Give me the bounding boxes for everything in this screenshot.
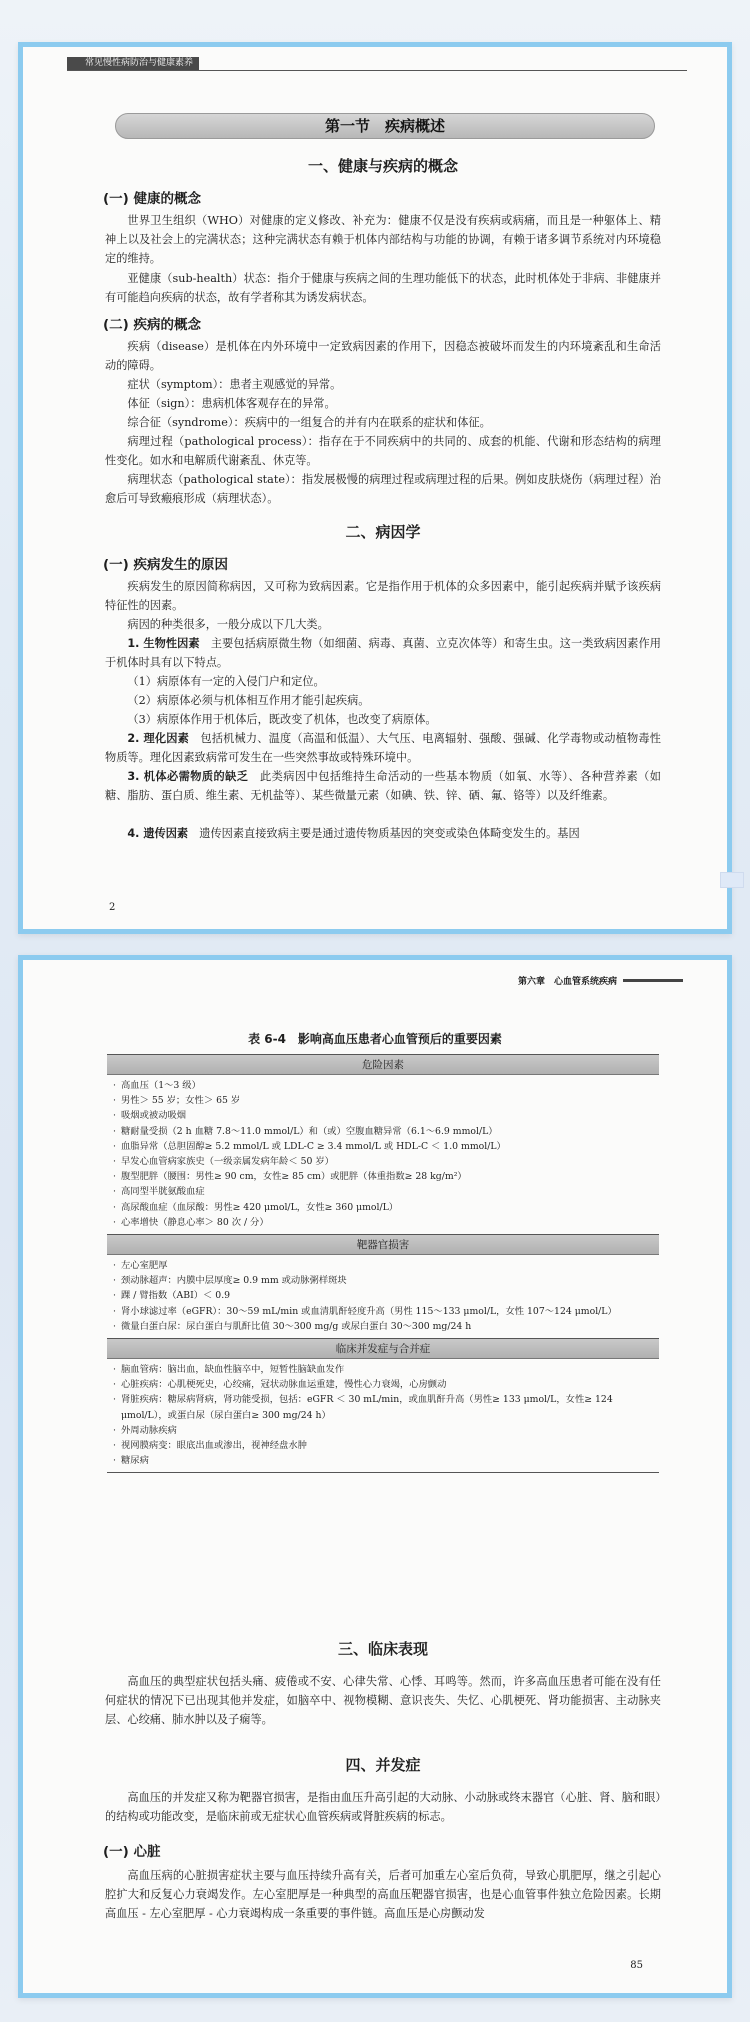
- label-genetic-factors: 4. 遗传因素: [127, 827, 189, 840]
- paragraph-pathological-state: 病理状态（pathological state）：指发展极慢的病理过程或病理过程的后果。例如皮肤烧伤（病理过程）治愈后可导致瘢痕形成（病理状态）。: [105, 473, 661, 505]
- list-item: · 高同型半胱氨酸血症: [113, 1184, 653, 1199]
- paragraph-point-3: （3）病原体作用于机体后，既改变了机体，也改变了病原体。: [127, 713, 437, 726]
- running-header: [67, 57, 687, 71]
- heading-etiology: 二、病因学: [345, 523, 421, 541]
- subheading-disease-causes: (一) 疾病发生的原因: [103, 557, 229, 573]
- running-header-label: 常见慢性病防治与健康素养: [67, 57, 199, 70]
- page-number: 85: [630, 1960, 643, 1971]
- list-item: · 心率增快（静息心率＞ 80 次 / 分）: [113, 1215, 653, 1230]
- paragraph-symptom: 症状（symptom）：患者主观感觉的异常。: [127, 378, 342, 391]
- text-biological-factors: 主要包括病原微生物（如细菌、病毒、真菌、立克次体等）和寄生虫。这一类致病因素作用于机体时具有以下特点。: [105, 637, 661, 669]
- list-item: · 糖尿病: [113, 1453, 653, 1468]
- paragraph-syndrome: 综合征（syndrome）：疾病中的一组复合的并有内在联系的症状和体征。: [127, 416, 491, 429]
- paragraph-target-organ-damage: 高血压的并发症又称为靶器官损害，是指由血压升高引起的大动脉、小动脉或终末器官（心脏、肾、脑和眼）的结构或功能改变，是临床前或无症状心血管疾病或肾脏疾病的标志。: [105, 1791, 661, 1823]
- paragraph-heart-damage: 高血压病的心脏损害症状主要与血压持续升高有关，后者可加重左心室后负荷，导致心肌肥厚，继之引起心腔扩大和反复心力衰竭发作。左心室肥厚是一种典型的高血压靶器官损害，也是心血管事件独立危险因素。长期高血压 - 左心室肥厚 - 心力衰竭构成一条重要的事件链。高血压是心房颤动发: [105, 1869, 661, 1920]
- list-item: · 糖耐量受损（2 h 血糖 7.8～11.0 mmol/L）和（或）空腹血糖异常（6.1～6.9 mmol/L）: [113, 1124, 653, 1139]
- list-item: · 血脂异常（总胆固醇≥ 5.2 mmol/L 或 LDL-C ≥ 3.4 mmol/L 或 HDL-C ＜ 1.0 mmol/L）: [113, 1139, 653, 1154]
- label-physicochemical-factors: 2. 理化因素: [127, 732, 190, 745]
- table-title: 表 6-4 影响高血压患者心血管预后的重要因素: [248, 1032, 502, 1046]
- paragraph-cause-types: 病因的种类很多，一般分成以下几大类。: [127, 618, 329, 631]
- paragraph-biological-factors: [105, 634, 661, 672]
- label-nutrient-deficiency: 3. 机体必需物质的缺乏: [127, 770, 249, 783]
- target-organ-damage-list: [107, 1255, 659, 1338]
- heading-health-disease-concepts: 一、健康与疾病的概念: [307, 157, 458, 175]
- paragraph-sign: 体征（sign）：患病机体客观存在的异常。: [127, 397, 336, 410]
- paragraph-genetic-factors: [105, 824, 661, 843]
- subheading-heart: (一) 心脏: [103, 1844, 161, 1860]
- list-item: · 视网膜病变：眼底出血或渗出，视神经盘水肿: [113, 1438, 653, 1453]
- subheading-health-concept: (一) 健康的概念: [103, 191, 202, 207]
- risk-factor-list: [107, 1075, 659, 1234]
- paragraph-sub-health: 亚健康（sub-health）状态：指介于健康与疾病之间的生理功能低下的状态，此时机体处于非病、非健康并有可能趋向疾病的状态，故有学者称其为诱发病状态。: [105, 272, 661, 304]
- chapter-header: [518, 974, 683, 987]
- page-number: 2: [109, 902, 116, 913]
- table-group-header-complications: 临床并发症与合并症: [107, 1338, 659, 1359]
- paragraph-pathological-process: 病理过程（pathological process）：指存在于不同疾病中的共同的、成套的机能、代谢和形态结构的病理性变化。如水和电解质代谢紊乱、休克等。: [105, 435, 661, 467]
- paragraph-physicochemical-factors: [105, 729, 661, 767]
- textbook-page-bottom: [18, 955, 732, 1998]
- paragraph-point-1: （1）病原体有一定的入侵门户和定位。: [127, 675, 325, 688]
- list-item: · 吸烟或被动吸烟: [113, 1108, 653, 1123]
- list-item: · 心脏疾病：心肌梗死史，心绞痛，冠状动脉血运重建，慢性心力衰竭，心房颤动: [113, 1377, 653, 1392]
- complications-list: [107, 1359, 659, 1473]
- paragraph-nutrient-deficiency: [105, 767, 661, 805]
- label-biological-factors: 1. 生物性因素: [127, 637, 200, 650]
- section-title: 第一节 疾病概述: [115, 113, 655, 139]
- list-item: · 踝 / 臂指数（ABI）＜ 0.9: [113, 1288, 653, 1303]
- text-physicochemical-factors: 包括机械力、温度（高温和低温）、大气压、电离辐射、强酸、强碱、化学毒物或动植物毒性物质等。理化因素致病常可发生在一些突然事故或特殊环境中。: [105, 732, 661, 764]
- subheading-disease-concept: (二) 疾病的概念: [103, 317, 202, 333]
- heading-clinical-manifestations: 三、临床表现: [337, 1640, 428, 1658]
- list-item: · 高尿酸血症（血尿酸：男性≥ 420 μmol/L，女性≥ 360 μmol/L）: [113, 1200, 653, 1215]
- table-group-header-target-organ-damage: 靶器官损害: [107, 1234, 659, 1255]
- list-item: · 颈动脉超声：内膜中层厚度≥ 0.9 mm 或动脉粥样斑块: [113, 1273, 653, 1288]
- list-item: · 腹型肥胖（腰围：男性≥ 90 cm，女性≥ 85 cm）或肥胖（体重指数≥ 28 kg/m²）: [113, 1169, 653, 1184]
- chapter-header-label: 第六章 心血管系统疾病: [517, 977, 617, 987]
- page-side-tab: [720, 872, 744, 888]
- list-item: · 男性＞ 55 岁；女性＞ 65 岁: [113, 1093, 653, 1108]
- table-group-header-risk-factors: 危险因素: [107, 1054, 659, 1075]
- text-nutrient-deficiency: 此类病因中包括维持生命活动的一些基本物质（如氧、水等）、各种营养素（如糖、脂肪、蛋白质、维生素、无机盐等）、某些微量元素（如碘、铁、锌、硒、氟、铬等）以及纤维素。: [105, 770, 661, 802]
- list-item: · 脑血管病：脑出血，缺血性脑卒中，短暂性脑缺血发作: [113, 1362, 653, 1377]
- list-item: · 外周动脉疾病: [113, 1423, 653, 1438]
- paragraph-disease-definition: 疾病（disease）是机体在内外环境中一定致病因素的作用下，因稳态被破坏而发生的内环境紊乱和生命活动的障碍。: [105, 340, 661, 372]
- chapter-header-bar: [623, 979, 683, 982]
- list-item: · 早发心血管病家族史（一级亲属发病年龄＜ 50 岁）: [113, 1154, 653, 1169]
- paragraph-symptoms: 高血压的典型症状包括头痛、疲倦或不安、心律失常、心悸、耳鸣等。然而，许多高血压患者可能在没有任何症状的情况下已出现其他并发症，如脑卒中、视物模糊、意识丧失、失忆、心肌梗死、肾功能损害、主动脉夹层、心绞痛、肺水肿以及子痫等。: [105, 1675, 661, 1726]
- paragraph-point-2: （2）病原体必须与机体相互作用才能引起疾病。: [127, 694, 370, 707]
- text-genetic-factors: 遗传因素直接致病主要是通过遗传物质基因的突变或染色体畸变发生的。基因: [188, 827, 580, 840]
- list-item: · 微量白蛋白尿：尿白蛋白与肌酐比值 30～300 mg/g 或尿白蛋白 30～300 mg/24 h: [113, 1319, 653, 1334]
- list-item: · 左心室肥厚: [113, 1258, 653, 1273]
- textbook-page-top: [18, 42, 732, 934]
- paragraph-who-definition: 世界卫生组织（WHO）对健康的定义修改、补充为：健康不仅是没有疾病或病痛，而且是一种躯体上、精神上以及社会上的完满状态；这种完满状态有赖于机体内部结构与功能的协调，有赖于诸多调节系统对内环境稳定的维持。: [105, 214, 661, 265]
- list-item: · 高血压（1～3 级）: [113, 1078, 653, 1093]
- list-item: · 肾脏疾病：糖尿病肾病，肾功能受损，包括：eGFR ＜ 30 mL/min，或血肌酐升高（男性≥ 133 μmol/L，女性≥ 124 μmol/L），或蛋白尿（尿白蛋白≥ 300 mg/24 h）: [113, 1392, 653, 1422]
- heading-complications: 四、并发症: [345, 1756, 421, 1774]
- list-item: · 肾小球滤过率（eGFR）：30～59 mL/min 或血清肌酐轻度升高（男性 115～133 μmol/L，女性 107～124 μmol/L）: [113, 1304, 653, 1319]
- paragraph-etiology-definition: 疾病发生的原因简称病因，又可称为致病因素。它是指作用于机体的众多因素中，能引起疾病并赋予该疾病特征性的因素。: [105, 580, 661, 612]
- risk-factor-table: [107, 1054, 659, 1473]
